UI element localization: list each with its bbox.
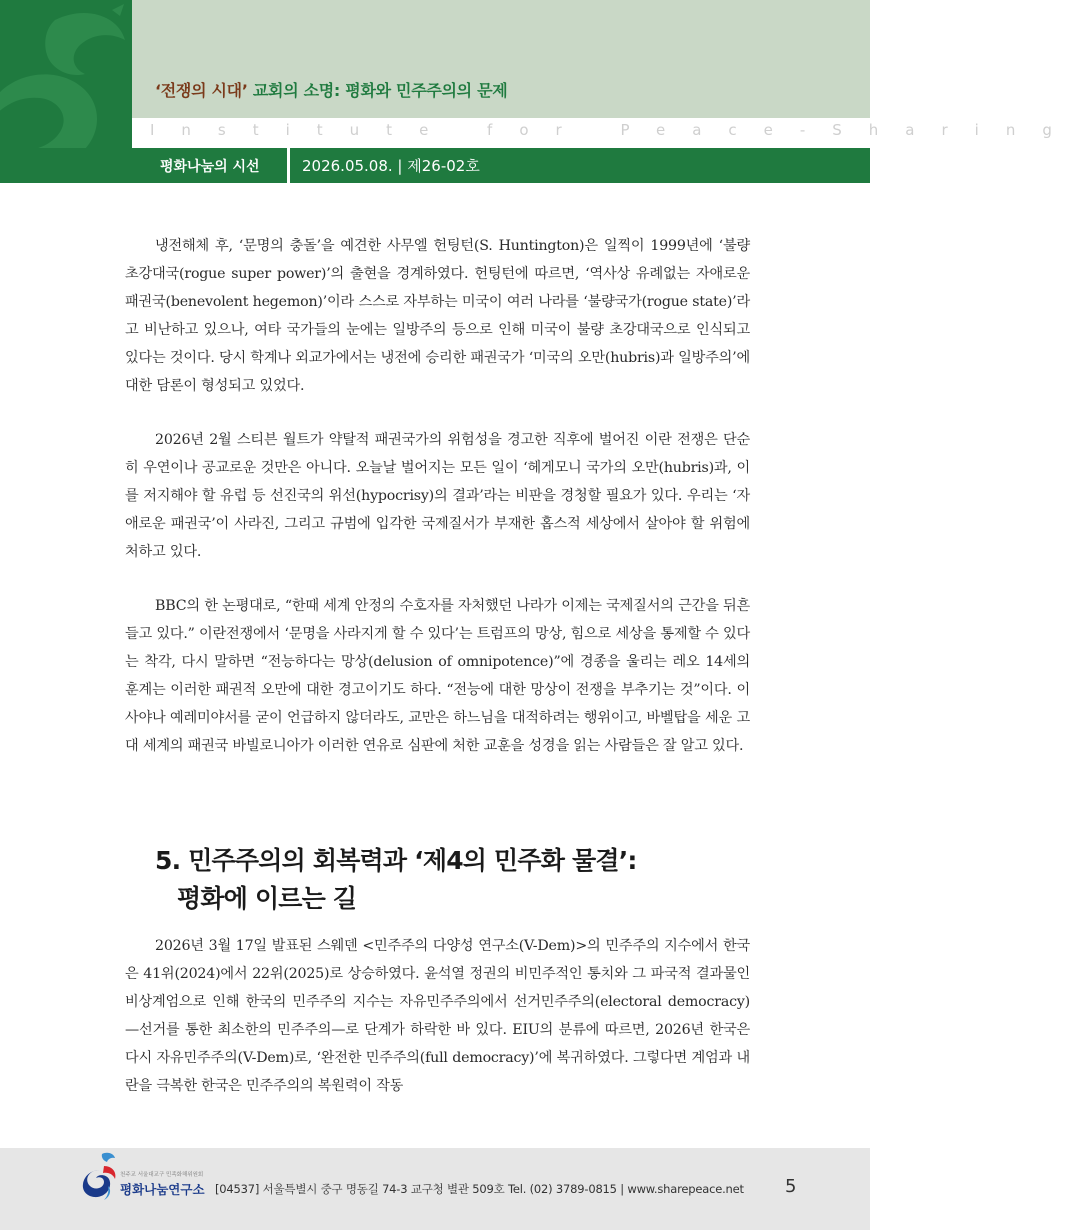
body-paragraph-3: BBC의 한 논평대로, “한때 세계 안정의 수호자를 자처했던 나라가 이제는 국제질서의 근간을 뒤흔들고 있다.” 이란전쟁에서 ‘문명을 사라지게 할 수 있다’는 트럼프의 망상, 힘으로 세상을 통제할 수 있다는 착각, 다시 말하면 “전능하다는 망상(delusion of omnipotence)”에 경종을 울리는 레오 14세의 훈계는 이러한 패권적 오만에 대한 경고이기도 하다. “전능에 대한 망상이 전쟁을 부추기는 것”이다. 이사야나 예레미야서를 굳이 언급하지 않더라도, 교만은 하느님을 대적하려는 행위이고, 바벨탑을 세운 고대 세계의 패권국 바빌로니아가 이러한 연유로 심판에 처한 교훈을 성경을 읽는 사람들은 잘 알고 있다. xyxy=(125,598,750,754)
section-heading-line-1: 5. 민주주의의 회복력과 ‘제4의 민주화 물결’: xyxy=(155,846,637,875)
newsletter-title-rest: 교회의 소명: 평화와 민주주의의 문제 xyxy=(247,81,508,100)
body-paragraph-1: 냉전해체 후, ‘문명의 충돌’을 예견한 사무엘 헌팅턴(S. Huntington)은 일찍이 1999년에 ‘불량 초강대국(rogue super power)’의 출현을 경계하였다. 헌팅턴에 따르면, ‘역사상 유례없는 자애로운 패권국(benevolent hegemon)’이라 스스로 자부하는 미국이 여러 나라를 ‘불량국가(rogue state)’라고 비난하고 있으나, 여타 국가들의 눈에는 일방주의 등으로 인해 미국이 불량 초강대국으로 인식되고 있다는 것이다. 당시 학계나 외교가에서는 냉전에 승리한 패권국가 ‘미국의 오만(hubris)과 일방주의’에 대한 담론이 형성되고 있었다. xyxy=(125,238,750,394)
institute-name: Institute for Peace-Sharing xyxy=(150,121,1079,139)
body-paragraph-2: 2026년 2월 스티븐 월트가 약탈적 패권국가의 위험성을 경고한 직후에 벌어진 이란 전쟁은 단순히 우연이나 공교로운 것만은 아니다. 오늘날 벌어지는 모든 일이 ‘헤게모니 국가의 오만(hubris)과, 이를 저지해야 할 유럽 등 선진국의 위선(hypocrisy)의 결과’라는 비판을 경청할 필요가 있다. 우리는 ‘자애로운 패권국’이 사라진, 그리고 규범에 입각한 국제질서가 부재한 홉스적 세상에서 살아야 할 위험에 처하고 있다. xyxy=(125,432,750,560)
page-number: 5 xyxy=(785,1176,797,1197)
section-paragraph: 2026년 3월 17일 발표된 스웨덴 <민주주의 다양성 연구소(V-Dem)>의 민주주의 지수에서 한국은 41위(2024)에서 22위(2025)로 상승하였다. 윤석열 정권의 비민주적인 통치와 그 파국적 결과물인 비상계엄으로 인해 한국의 민주주의 지수는 자유민주주의에서 선거민주주의(electoral democracy)—선거를 통한 최소한의 민주주의—로 단계가 하락한 바 있다. EIU의 분류에 따르면, 2026년 한국은 다시 자유민주주의(V-Dem)로, ‘완전한 민주주의(full democracy)’에 복귀하였다. 그렇다면 계엄과 내란을 극복한 한국은 민주주의의 복원력이 작동 xyxy=(125,938,750,1094)
footer-logo-subtitle: 천주교 서울대교구 민족화해위원회 xyxy=(120,1172,204,1178)
section-heading xyxy=(155,842,775,918)
footer-logo-name: 평화나눔연구소 xyxy=(120,1182,205,1197)
section-heading-line-2: 평화에 이르는 길 xyxy=(177,884,357,913)
newsletter-title-quote: ‘전쟁의 시대’ xyxy=(155,81,248,100)
footer-address: [04537] 서울특별시 중구 명동길 74-3 교구청 별관 509호 Tel. (02) 3789-0815 | www.sharepeace.net xyxy=(215,1182,744,1196)
header-divider xyxy=(287,148,290,183)
peace-sharing-logo-icon xyxy=(82,1152,118,1202)
newsletter-title xyxy=(155,78,507,101)
series-name: 평화나눔의 시선 xyxy=(160,159,260,175)
issue-date: 2026.05.08. | 제26-02호 xyxy=(302,157,480,175)
